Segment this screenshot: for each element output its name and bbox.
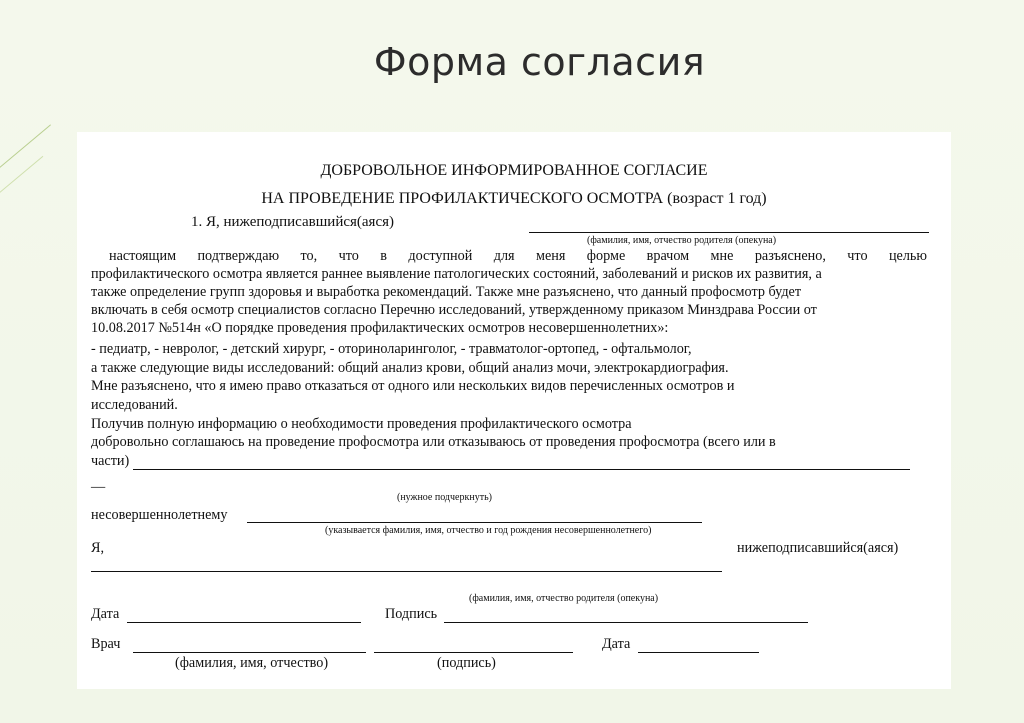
paragraph-line: включать в себя осмотр специалистов согласно Перечню исследований, утвержденному приказом Минздрава России от [91, 302, 817, 318]
minor-name-line [247, 522, 702, 523]
paragraph-line: профилактического осмотра является раннее выявление патологических состояний, заболеваний и рисков их развития, а [91, 266, 822, 282]
doctor-signature-line [374, 652, 573, 653]
consent-form-document [77, 132, 951, 689]
refuse-line: Мне разъяснено, что я имею право отказаться от одного или нескольких видов перечисленных осмотров и [91, 378, 735, 394]
tests-line: а также следующие виды исследований: общий анализ крови, общий анализ мочи, электрокардиография. [91, 360, 729, 376]
slide-title: Форма согласия [373, 40, 706, 84]
paragraph-line: также определение групп здоровья и выработка рекомендаций. Также мне разъяснено, что данный профосмотр будет [91, 284, 802, 300]
consent-line: части) [91, 453, 130, 469]
specialists-line: - педиатр, - невролог, - детский хирург, - оториноларинголог, - травматолог-ортопед, - офтальмолог, [91, 341, 692, 357]
consent-line: добровольно соглашаюсь на проведение профосмотра или отказываюсь от проведения профосмотра (всего или в [91, 434, 776, 450]
date-label: Дата [91, 606, 120, 622]
signee-label: нижеподписавшийся(аяся) [737, 540, 899, 556]
received-line: Получив полную информацию о необходимости проведения профилактического осмотра [91, 416, 632, 432]
doctor-date-label: Дата [602, 636, 631, 652]
signature-label: Подпись [385, 606, 438, 622]
doctor-date-line [638, 652, 759, 653]
parent-name-line-2 [91, 571, 722, 572]
intro-text: 1. Я, нижеподписавшийся(аяся) [191, 214, 395, 230]
form-heading-line1: ДОБРОВОЛЬНОЕ ИНФОРМИРОВАННОЕ СОГЛАСИЕ [320, 162, 708, 179]
paragraph-line: настоящим подтверждаю то, что в доступной для меня форме врачом мне разъяснено, что целью [109, 248, 927, 264]
hint-signature: (подпись) [437, 655, 496, 671]
parent-name-line [529, 232, 929, 233]
doctor-label: Врач [91, 636, 121, 652]
hint-minor: (указывается фамилия, имя, отчество и год рождения несовершеннолетнего) [325, 525, 652, 536]
refuse-line: исследований. [91, 397, 178, 413]
form-heading-line2: НА ПРОВЕДЕНИЕ ПРОФИЛАКТИЧЕСКОГО ОСМОТРА (возраст 1 год) [261, 190, 767, 207]
date-line [127, 622, 361, 623]
hint-parent: (фамилия, имя, отчество родителя (опекуна) [587, 235, 777, 246]
paragraph-line: 10.08.2017 №514н «О порядке проведения профилактических осмотров несовершеннолетних»: [91, 320, 669, 336]
hint-parent-2: (фамилия, имя, отчество родителя (опекуна) [469, 593, 659, 604]
hint-underline: (нужное подчеркнуть) [397, 492, 492, 503]
consent-scope-line [133, 469, 910, 470]
dash: — [91, 479, 106, 495]
ya-label: Я, [91, 540, 105, 556]
doctor-name-line [133, 652, 366, 653]
signature-line [444, 622, 808, 623]
hint-doctor-name: (фамилия, имя, отчество) [175, 655, 329, 671]
minor-label: несовершеннолетнему [91, 507, 228, 523]
